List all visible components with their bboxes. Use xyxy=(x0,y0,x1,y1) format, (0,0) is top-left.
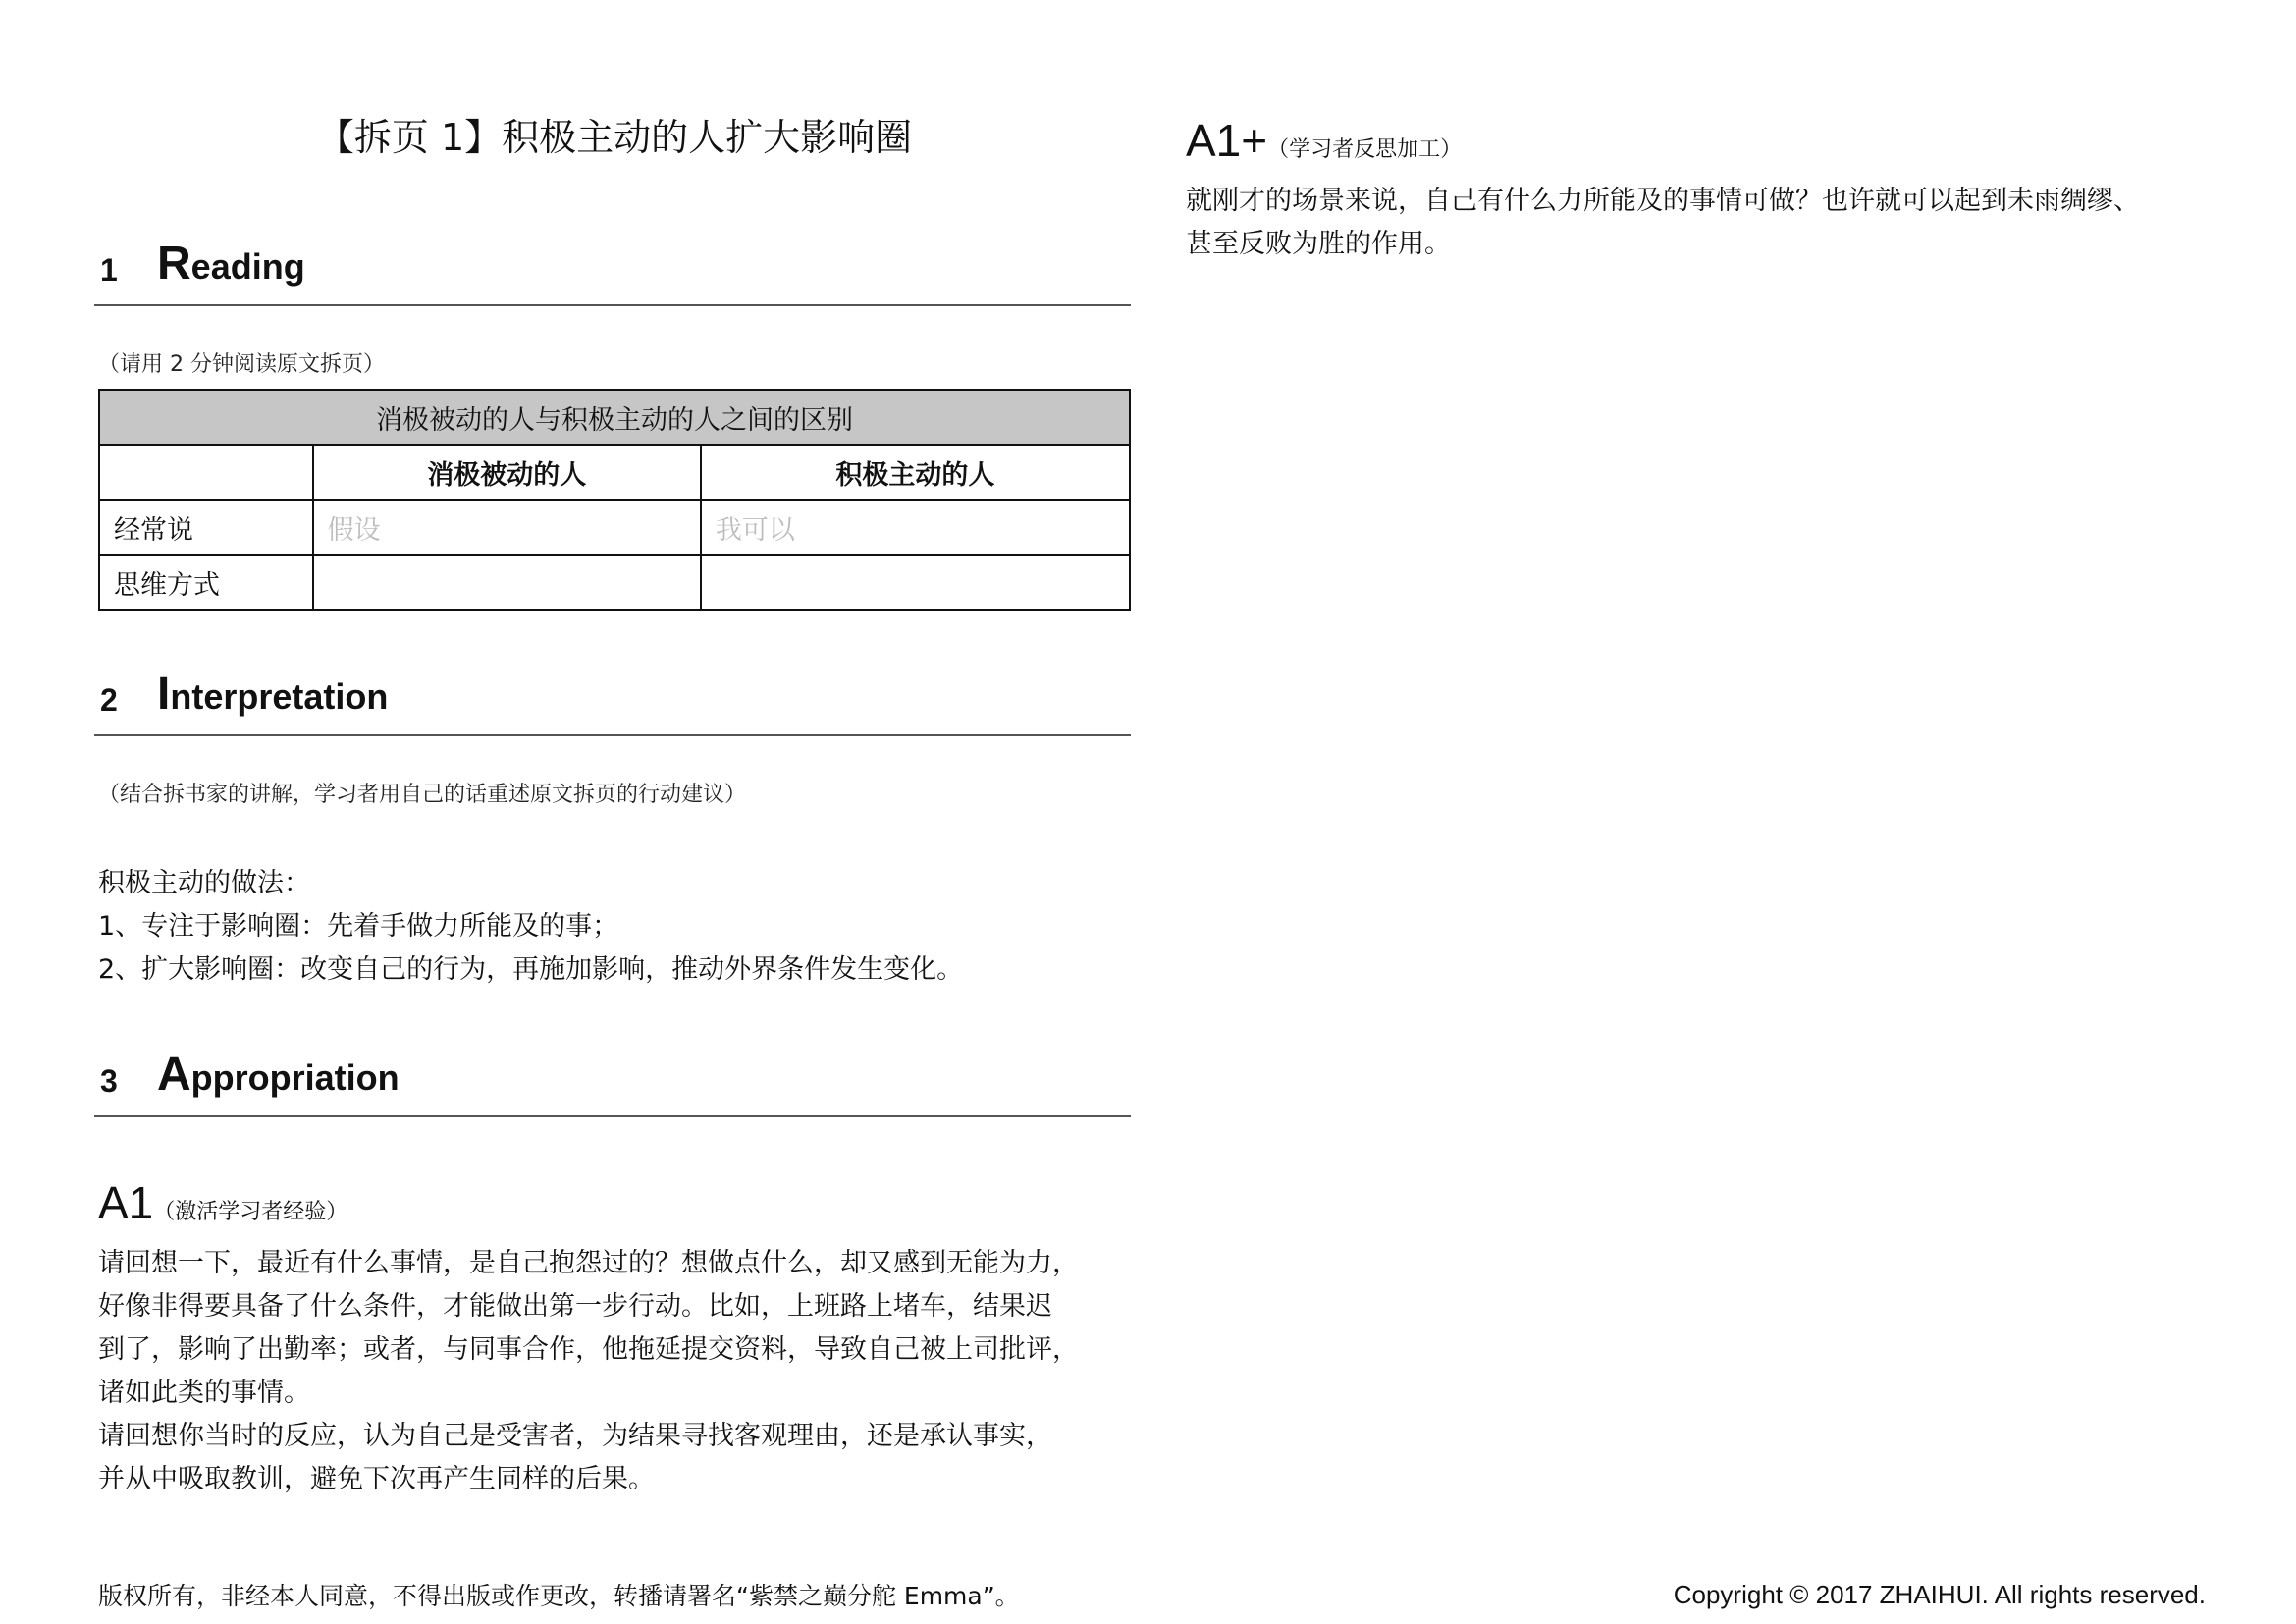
a1-line: 并从中吸取教训，避免下次再产生同样的后果。 xyxy=(98,1464,655,1494)
row-label: 思维方式 xyxy=(99,555,313,610)
cell-active[interactable] xyxy=(701,555,1130,610)
column-header-active: 积极主动的人 xyxy=(701,445,1130,500)
table-header-row xyxy=(99,445,1130,500)
section-reading-header xyxy=(94,238,1131,306)
table-row xyxy=(99,500,1130,555)
section-title-initial: R xyxy=(157,238,191,290)
table-row xyxy=(99,555,1130,610)
reading-note: （请用 2 分钟阅读原文拆页） xyxy=(98,352,385,377)
section-title-rest: eading xyxy=(190,246,305,287)
cell-passive[interactable] xyxy=(313,555,701,610)
a1-line: 好像非得要具备了什么条件，才能做出第一步行动。比如，上班路上堵车，结果迟 xyxy=(98,1291,1052,1322)
section-title xyxy=(157,1048,400,1102)
a1-subtitle: （激活学习者经验） xyxy=(153,1200,348,1224)
section-number: 1 xyxy=(100,252,118,288)
a1plus-heading xyxy=(1186,114,1462,167)
a1plus-line: 甚至反败为胜的作用。 xyxy=(1186,229,1451,259)
section-title-initial: I xyxy=(157,668,171,720)
practice-block xyxy=(98,862,963,992)
copyright-notice-cn: 版权所有，非经本人同意，不得出版或作更改，转播请署名“紫禁之巅分舵 Emma”。 xyxy=(98,1582,1020,1610)
practice-item: 2、扩大影响圈：改变自己的行为，再施加影响，推动外界条件发生变化。 xyxy=(98,954,964,985)
practice-title: 积极主动的做法： xyxy=(98,868,310,898)
a1plus-label: A1+ xyxy=(1186,115,1268,166)
section-title-rest: ppropriation xyxy=(190,1057,400,1098)
section-interpretation-header xyxy=(94,668,1131,736)
section-title xyxy=(157,237,305,291)
a1-line: 请回想你当时的反应，认为自己是受害者，为结果寻找客观理由，还是承认事实， xyxy=(98,1421,1052,1451)
column-header-passive: 消极被动的人 xyxy=(313,445,701,500)
section-title-rest: nterpretation xyxy=(170,677,389,717)
a1plus-body xyxy=(1186,180,2140,266)
a1-label: A1 xyxy=(98,1177,154,1228)
table-caption-row xyxy=(99,390,1130,445)
comparison-table xyxy=(98,389,1131,611)
practice-item: 1、专注于影响圈：先着手做力所能及的事； xyxy=(98,911,619,942)
a1-heading xyxy=(98,1176,347,1229)
a1plus-line: 就刚才的场景来说，自己有什么力所能及的事情可做？也许就可以起到未雨绸缪、 xyxy=(1186,186,2140,216)
row-label: 经常说 xyxy=(99,500,313,555)
page-title: 【拆页 1】积极主动的人扩大影响圈 xyxy=(316,116,913,159)
section-title-initial: A xyxy=(157,1049,191,1101)
a1-line: 请回想一下，最近有什么事情，是自己抱怨过的？想做点什么，却又感到无能为力， xyxy=(98,1248,1079,1278)
table-corner-cell xyxy=(99,445,313,500)
a1plus-subtitle: （学习者反思加工） xyxy=(1267,137,1463,162)
section-title xyxy=(157,667,388,721)
section-number: 3 xyxy=(100,1063,118,1099)
interpretation-note: （结合拆书家的讲解，学习者用自己的话重述原文拆页的行动建议） xyxy=(98,783,747,807)
a1-line: 到了，影响了出勤率；或者，与同事合作，他拖延提交资料，导致自己被上司批评， xyxy=(98,1334,1079,1365)
a1-line: 诸如此类的事情。 xyxy=(98,1378,310,1408)
a1-body xyxy=(98,1242,1079,1501)
section-appropriation-header xyxy=(94,1049,1131,1117)
cell-active[interactable]: 我可以 xyxy=(701,500,1130,555)
table-caption: 消极被动的人与积极主动的人之间的区别 xyxy=(99,390,1130,445)
cell-passive[interactable]: 假设 xyxy=(313,500,701,555)
copyright-notice-en: Copyright © 2017 ZHAIHUI. All rights reserved. xyxy=(1673,1580,2206,1609)
section-number: 2 xyxy=(100,682,118,718)
